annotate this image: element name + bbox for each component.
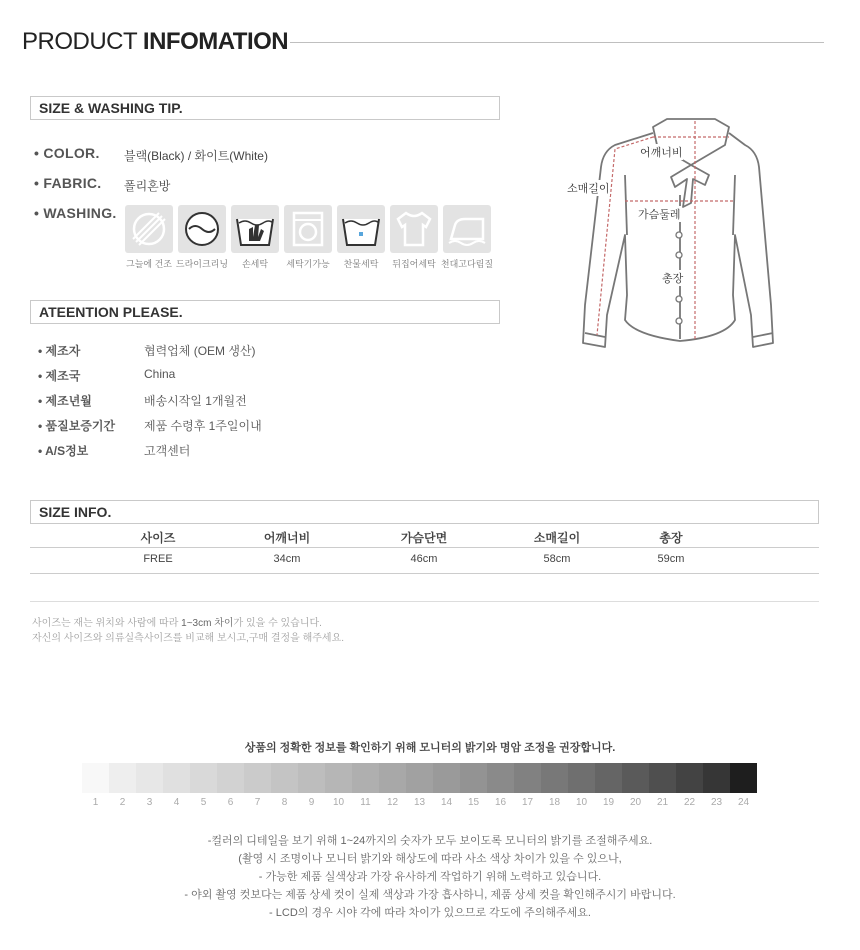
brightness-swatch [406, 763, 433, 793]
brightness-number: 23 [710, 797, 723, 808]
fabric-label: • FABRIC. [34, 175, 102, 191]
size-header-chest: 가슴단면 [400, 531, 448, 545]
header-divider [290, 42, 824, 43]
brightness-number: 19 [602, 797, 615, 808]
size-table-bottom [30, 573, 819, 574]
notes-divider [30, 601, 819, 602]
brightness-swatch [676, 763, 703, 793]
attention-label-warranty: • 품질보증기간 [38, 419, 116, 433]
brightness-number: 13 [413, 797, 426, 808]
garment-label-sleeve: 소매길이 [567, 180, 610, 196]
brightness-number: 12 [386, 797, 399, 808]
section-title-attention: ATEENTION PLEASE. [30, 300, 500, 324]
brightness-number: 22 [683, 797, 696, 808]
attention-label-as: • A/S정보 [38, 444, 89, 458]
brightness-number: 6 [227, 797, 234, 808]
shade-dry-icon [125, 205, 173, 253]
footer-line-4: - 야외 촬영 컷보다는 제품 상세 컷이 실제 색상과 가장 흡사하니, 제품 상세 컷을 확인해주시기 바랍니다. [184, 889, 676, 901]
brightness-swatch [352, 763, 379, 793]
brightness-swatch [163, 763, 190, 793]
size-note-1-suffix: 가 있을 수 있습니다. [233, 618, 322, 629]
size-header-shoulder: 어깨너비 [263, 531, 311, 545]
garment-label-chest: 가슴둘레 [638, 206, 681, 222]
attention-value-as: 고객센터 [144, 444, 191, 458]
brightness-number: 3 [146, 797, 153, 808]
brightness-swatch [433, 763, 460, 793]
size-note-1-prefix: 사이즈는 재는 위치와 사람에 따라 [32, 618, 182, 629]
brightness-number: 15 [467, 797, 480, 808]
brightness-swatch [730, 763, 757, 793]
brightness-number: 2 [119, 797, 126, 808]
brightness-number: 8 [281, 797, 288, 808]
garment-label-length: 총장 [662, 270, 683, 286]
size-cell-length: 59cm [657, 553, 685, 565]
wash-label-cold: 찬물세탁 [343, 259, 379, 269]
section-title-size-washing: SIZE & WASHING TIP. [30, 96, 500, 120]
size-cell-sleeve: 58cm [543, 553, 571, 565]
brightness-number: 20 [629, 797, 642, 808]
brightness-number: 7 [254, 797, 261, 808]
brightness-swatch [487, 763, 514, 793]
footer-line-3: - 가능한 제품 실색상과 가장 유사하게 작업하기 위해 노력하고 있습니다. [258, 871, 602, 883]
brightness-number: 9 [308, 797, 315, 808]
brightness-number: 16 [494, 797, 507, 808]
brightness-swatch [298, 763, 325, 793]
attention-value-country: China [144, 367, 176, 381]
attention-label-date: • 제조년월 [38, 394, 92, 408]
dry-clean-icon [178, 205, 226, 253]
color-label: • COLOR. [34, 145, 100, 161]
color-value: 블랙(Black) / 화이트(White) [124, 149, 268, 163]
hand-wash-icon [231, 205, 279, 253]
brightness-swatch [703, 763, 730, 793]
page-title [22, 28, 288, 56]
brightness-swatch [649, 763, 676, 793]
footer-line-1: -컬러의 디테일을 보기 위해 1~24까지의 숫자가 모두 보이도록 모니터의 밝기를 조절해주세요. [207, 835, 653, 847]
size-table-divider [30, 547, 819, 548]
wash-label-iron: 천대고다림질 [440, 259, 494, 269]
wash-label-inside-out: 뒤집어세탁 [392, 259, 436, 269]
monitor-notice: 상품의 정확한 정보를 확인하기 위해 모니터의 밝기와 명암 조정을 권장합니다. [244, 742, 616, 754]
page-title-light: PRODUCT [22, 28, 137, 55]
brightness-number: 14 [440, 797, 453, 808]
brightness-number: 1 [92, 797, 99, 808]
brightness-swatch [82, 763, 109, 793]
brightness-swatch [271, 763, 298, 793]
brightness-swatch [595, 763, 622, 793]
size-note-2: 자신의 사이즈와 의류실측사이즈를 비교해 보시고,구매 결정을 해주세요. [32, 633, 345, 644]
attention-label-country: • 제조국 [38, 369, 81, 383]
attention-value-warranty: 제품 수령후 1주일이내 [144, 419, 262, 433]
size-cell-size: FREE [143, 553, 173, 565]
attention-label-maker: • 제조자 [38, 344, 81, 358]
size-header-sleeve: 소매길이 [533, 531, 581, 545]
brightness-swatch [217, 763, 244, 793]
size-header-size: 사이즈 [140, 531, 176, 545]
brightness-swatch [379, 763, 406, 793]
brightness-number: 17 [521, 797, 534, 808]
wash-label-dry-clean: 드라이크리닝 [175, 259, 229, 269]
brightness-number: 24 [737, 797, 750, 808]
wash-label-shade-dry: 그늘에 건조 [126, 259, 172, 269]
brightness-swatch [460, 763, 487, 793]
washing-label: • WASHING. [34, 205, 117, 221]
wash-label-machine: 세탁기가능 [286, 259, 330, 269]
footer-line-5: - LCD의 경우 시야 각에 따라 차이가 있으므로 각도에 주의해주세요. [269, 907, 591, 919]
fabric-value: 폴리혼방 [124, 179, 171, 193]
iron-icon [443, 205, 491, 253]
brightness-number: 18 [548, 797, 561, 808]
brightness-number: 4 [173, 797, 180, 808]
size-cell-chest: 46cm [410, 553, 438, 565]
size-header-length: 총장 [659, 531, 683, 545]
brightness-number: 10 [575, 797, 588, 808]
attention-value-maker: 협력업체 (OEM 생산) [144, 344, 256, 358]
attention-value-date: 배송시작일 1개월전 [144, 394, 247, 408]
page-title-bold: INFOMATION [142, 28, 289, 55]
garment-label-shoulder: 어깨너비 [640, 144, 683, 160]
size-note-1 [32, 614, 322, 629]
brightness-swatch [622, 763, 649, 793]
footer-line-2: (촬영 시 조명이나 모니터 밝기와 해상도에 따라 사소 색상 차이가 있을 수 있으나, [238, 853, 622, 865]
brightness-number: 11 [360, 797, 371, 808]
brightness-number: 10 [332, 797, 345, 808]
inside-out-icon [390, 205, 438, 253]
brightness-number: 5 [200, 797, 207, 808]
brightness-swatch [325, 763, 352, 793]
size-cell-shoulder: 34cm [273, 553, 301, 565]
brightness-swatch [568, 763, 595, 793]
brightness-swatch [514, 763, 541, 793]
washing-machine-icon [284, 205, 332, 253]
brightness-number: 21 [656, 797, 669, 808]
cold-wash-icon [337, 205, 385, 253]
brightness-swatch [136, 763, 163, 793]
brightness-swatch [109, 763, 136, 793]
wash-label-hand-wash: 손세탁 [241, 259, 269, 269]
brightness-swatch [541, 763, 568, 793]
brightness-swatch [190, 763, 217, 793]
brightness-swatch [244, 763, 271, 793]
section-title-size-info: SIZE INFO. [30, 500, 819, 524]
size-note-1-highlight: 1~3cm 차이 [181, 618, 234, 629]
